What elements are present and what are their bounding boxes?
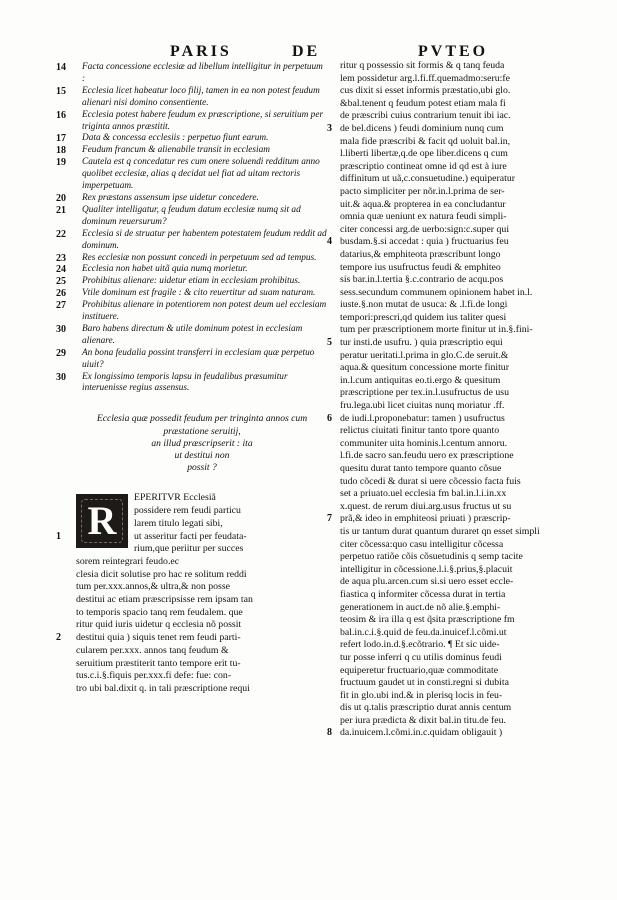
margin-number: 4 bbox=[327, 236, 332, 248]
line-text: teosim & ira illa q est q̃sita præscriptione fm bbox=[340, 614, 515, 626]
summary-item bbox=[56, 300, 328, 324]
text-line bbox=[340, 211, 580, 224]
summary-text: Prohibitus alienare: uidetur etiam in ecclesiam prohibitus. bbox=[82, 276, 301, 287]
summary-item bbox=[56, 229, 328, 253]
line-text: l.fi.de sacro san.feudu uero ex præscriptione bbox=[340, 450, 514, 462]
line-text: possidere rem feudi particu bbox=[134, 505, 241, 517]
summary-item bbox=[56, 348, 328, 372]
line-text: sess.secundum communem opinionem habet in.l. bbox=[340, 286, 533, 298]
line-text: tus.c.i.§.fiquis per.xxx.fi defe: fue: con- bbox=[76, 670, 232, 682]
summary-text: Cautela est q concedatur res cum onere soluendi redditum anno quolibet ecclesiæ, alias q decidat uel fiat ad uitam rectoris imperpetuam. bbox=[82, 157, 320, 192]
summary-item bbox=[56, 86, 328, 110]
line-text: lem possidetur arg.l.fi.ff.quemadmo:seru:fe bbox=[340, 72, 510, 84]
text-line bbox=[340, 501, 580, 514]
line-text: fru.lega.ubi licet ciuitas nunq moriatur .ff. bbox=[340, 400, 505, 412]
margin-number: 8 bbox=[327, 727, 332, 739]
text-line bbox=[340, 148, 580, 161]
summary-item bbox=[56, 324, 328, 348]
text-line bbox=[340, 476, 580, 489]
summary-item bbox=[56, 145, 328, 157]
line-text: de aqua plu.arcen.cum si.si uero esset eccle- bbox=[340, 576, 514, 588]
line-text: per iura prædicta & dixit bal.in titu.de feu. bbox=[340, 714, 506, 726]
summary-number: 18 bbox=[56, 145, 66, 157]
summary-number: 16 bbox=[56, 109, 66, 121]
line-text: de bel.dicens ) feudi dominium nunq cum bbox=[340, 122, 504, 134]
text-line bbox=[327, 236, 580, 249]
text-line bbox=[327, 727, 580, 740]
line-text: tempore ius usufructus feudi & emphiteo bbox=[340, 261, 501, 273]
summary-text: Data & concessa ecclesiis : perpetuo fiunt earum. bbox=[82, 133, 269, 144]
text-line bbox=[340, 576, 580, 589]
summary-item bbox=[56, 110, 328, 134]
summary-item bbox=[56, 276, 328, 288]
text-line bbox=[340, 60, 580, 73]
line-text: perpetuo ratiõe cõis cõsuetudinis q semp tacite bbox=[340, 551, 523, 563]
text-line bbox=[340, 274, 580, 287]
line-text: destitui quia ) siquis tenet rem feudi parti- bbox=[76, 632, 241, 644]
line-text: ut asseritur facti per feudata- bbox=[134, 530, 247, 542]
text-line bbox=[76, 492, 328, 505]
summary-text: Ex longissimo temporis lapsu in feudalibus præsumitur interuenisse regius assensus. bbox=[82, 371, 288, 394]
text-line bbox=[340, 110, 580, 123]
line-text: pacto simpliciter per nõr.in.l.prima de ser- bbox=[340, 185, 505, 197]
text-line bbox=[340, 262, 580, 275]
text-line bbox=[56, 530, 328, 544]
margin-number: 7 bbox=[327, 513, 332, 525]
summary-text: An bona feudalia possint transferri in ecclesiam quæ perpetuo uiuit? bbox=[82, 347, 315, 370]
text-line bbox=[340, 350, 580, 363]
line-text: fiastica q informiter cõcessa durat in tertia bbox=[340, 588, 506, 600]
line-text: in.l.cum antiquitas eo.ti.ergo & quesitum bbox=[340, 374, 501, 386]
line-text: &bal.tenent q feudum potest etiam mala fi bbox=[340, 97, 506, 109]
summary-item bbox=[56, 288, 328, 300]
text-line bbox=[340, 324, 580, 337]
text-line bbox=[340, 249, 580, 262]
text-line bbox=[340, 375, 580, 388]
text-line bbox=[76, 556, 328, 569]
line-text: refert lodo.in.d.§.ecõtrario. ¶ Et sic uide- bbox=[340, 639, 500, 651]
line-text: destitui ac etiam præscripsisse rem ipsam tan bbox=[76, 594, 253, 606]
text-line bbox=[340, 438, 580, 451]
line-text: tudo cõcedi & durat si uere cõcessio facta fuis bbox=[340, 475, 521, 487]
line-text: relictus ciuitati finitur tanto tpore quanto bbox=[340, 425, 500, 437]
summary-number: 25 bbox=[56, 276, 66, 288]
text-line bbox=[340, 362, 580, 375]
summary-number: 29 bbox=[56, 347, 66, 359]
line-text: tis ur tantum durat quantum duraret qn esset simpli bbox=[340, 525, 540, 537]
summary-text: Prohibitus alienare in potentiorem non potest deum uel ecclesiam instituere. bbox=[82, 300, 327, 323]
line-text: tur posse inferri q cu utilis dominus feudi bbox=[340, 651, 502, 663]
line-text: prã,& ideo in emphiteosi priuati ) præscrip- bbox=[340, 513, 511, 525]
running-head-word: PVTEO bbox=[418, 43, 489, 60]
margin-number: 5 bbox=[327, 337, 332, 349]
line-text: fit in glo.ubi ind.& in plerisq locis in feu- bbox=[340, 689, 503, 701]
line-text: citer cõcessa:quo casu intelligitur cõcessa bbox=[340, 538, 504, 550]
text-line bbox=[340, 425, 580, 438]
line-text: ritur q possessio sit formis & q tanq feuda bbox=[340, 60, 505, 71]
line-text: præscriptio contineat omne id qd est à iure bbox=[340, 160, 507, 172]
text-line bbox=[340, 136, 580, 149]
line-text: dis ut q.talis præscriptio durat annis centum bbox=[340, 702, 512, 714]
summary-text: Facta concessione ecclesiæ ad libellum intelligitur in perpetuum : bbox=[82, 62, 323, 84]
summary-text: Rex præstans assensum ipse uidetur concedere. bbox=[82, 192, 259, 203]
text-line bbox=[327, 513, 580, 526]
caption-line: an illud præscripserit : ita bbox=[151, 437, 253, 449]
line-text: iuste.§.non mutat de usuca: & .l.fi.de longi bbox=[340, 299, 508, 311]
summary-number: 30 bbox=[56, 323, 66, 335]
line-text: ritur quid iuris uidetur q ecclesia nõ possit bbox=[76, 619, 242, 631]
line-text: mala fide præscribi & facit qd uoluit bal.in, bbox=[340, 135, 511, 147]
margin-number: 2 bbox=[56, 632, 61, 644]
text-line bbox=[340, 551, 580, 564]
summary-item bbox=[56, 157, 328, 193]
text-line bbox=[340, 73, 580, 86]
summary-number: 24 bbox=[56, 264, 66, 276]
margin-number: 6 bbox=[327, 412, 332, 424]
text-line bbox=[76, 594, 328, 607]
line-text: EPERITVR Ecclesiã bbox=[134, 492, 216, 504]
summary-text: Ecclesia si de struatur per habentem potestatem feudum reddit ad dominum. bbox=[82, 228, 327, 251]
summary-number: 22 bbox=[56, 228, 66, 240]
initial-letter: R bbox=[87, 498, 117, 544]
line-text: equiperetur fructuario,quæ commoditate bbox=[340, 664, 499, 676]
text-line bbox=[340, 539, 580, 552]
summary-number: 17 bbox=[56, 133, 66, 145]
summary-item bbox=[56, 133, 328, 145]
line-text: l.liberti libertæ,q.de ope liber.dicens q cum bbox=[340, 148, 508, 160]
text-line bbox=[340, 450, 580, 463]
text-line bbox=[76, 581, 328, 594]
caption-line: ut destitui non bbox=[174, 449, 230, 461]
summary-text: Vtile dominum est fragile : & cito reuertitur ad suam naturam. bbox=[82, 288, 316, 299]
line-text: omnia quæ ueniunt ex natura feudi simpli- bbox=[340, 211, 507, 223]
line-text: cularem per.xxx. annos tanq feudum & bbox=[76, 644, 229, 656]
text-line bbox=[340, 702, 580, 715]
line-text: generationem in auct.de nõ alie.§.emphi- bbox=[340, 601, 501, 613]
text-line bbox=[340, 652, 580, 665]
text-line bbox=[76, 543, 328, 556]
summary-list bbox=[56, 62, 328, 395]
text-line bbox=[340, 564, 580, 577]
summary-number: 21 bbox=[56, 204, 66, 216]
text-line bbox=[340, 173, 580, 186]
text-line bbox=[340, 488, 580, 501]
summary-text: Res ecclesiæ non possunt concedi in perpetuum sed ad tempus. bbox=[82, 252, 317, 263]
text-line bbox=[340, 312, 580, 325]
text-line bbox=[76, 683, 328, 696]
summary-number: 19 bbox=[56, 157, 66, 169]
line-text: sorem reintegrari feudo.ec bbox=[76, 555, 180, 567]
summary-item bbox=[56, 193, 328, 205]
running-head-word: DE bbox=[292, 43, 321, 60]
line-text: tum per.xxx.annos,& ultra,& non posse bbox=[76, 581, 231, 593]
section-caption bbox=[56, 413, 328, 474]
summary-item bbox=[56, 62, 328, 86]
text-line bbox=[340, 387, 580, 400]
text-line bbox=[340, 589, 580, 602]
text-line bbox=[56, 632, 328, 645]
text-line bbox=[76, 619, 328, 632]
summary-number: 20 bbox=[56, 192, 66, 204]
text-line bbox=[76, 607, 328, 620]
margin-number: 3 bbox=[327, 122, 332, 134]
summary-item bbox=[56, 264, 328, 276]
text-line bbox=[340, 400, 580, 413]
line-text: x.quest. de rerum diui.arg.usus fructus ut su bbox=[340, 500, 512, 512]
line-text: busdam.§.si accedat : quia ) fructuarius feu bbox=[340, 236, 509, 248]
summary-text: Feudum francum & alienabile transit in ecclesiam bbox=[82, 145, 270, 156]
caption-line: Ecclesia quæ possedit feudum per tringinta annos cum præstatione seruitij, bbox=[96, 413, 308, 437]
text-line bbox=[76, 505, 328, 518]
text-line bbox=[340, 715, 580, 728]
line-text: bal.in.c.i.§.quid de feu.da.inuicef.l.cõmi.ut bbox=[340, 626, 507, 638]
summary-number: 26 bbox=[56, 288, 66, 300]
text-line bbox=[340, 526, 580, 539]
summary-text: Ecclesia potest habere feudum ex præscriptione, si seruitium per triginta annos præstitit. bbox=[82, 109, 324, 132]
text-line bbox=[76, 645, 328, 658]
text-line bbox=[340, 299, 580, 312]
summary-text: Baro habens directum & utile dominum potest in ecclesiam alienare. bbox=[82, 323, 303, 346]
line-text: fructuum gaudet ut in consti.regni si dubita bbox=[340, 677, 509, 689]
line-text: tur insti.de usufru. ) quia præscriptio equi bbox=[340, 337, 503, 349]
text-line bbox=[340, 602, 580, 615]
text-line bbox=[76, 518, 328, 531]
summary-item bbox=[56, 205, 328, 229]
text-line bbox=[76, 670, 328, 683]
line-text: intelligitur in cõcessione.l.i.§.prius,§.placuit bbox=[340, 563, 513, 575]
left-column bbox=[56, 62, 328, 696]
line-text: communiter uita hominis.l.centum annoru. bbox=[340, 437, 508, 449]
running-head-word: PARIS bbox=[170, 43, 232, 60]
line-text: tempori:prescri,qd quidem ius taliter quesi bbox=[340, 311, 507, 323]
line-text: cus dixit si esset informis præstatio,ubi glo. bbox=[340, 85, 511, 97]
text-line bbox=[76, 569, 328, 582]
text-line bbox=[327, 122, 580, 136]
line-text: diffinitum ut uã,c.consuetudine.) equiperatur bbox=[340, 173, 516, 185]
caption-line: possit ? bbox=[187, 462, 217, 474]
text-line bbox=[340, 627, 580, 640]
line-text: aqua.& quesitum concessione morte finitur bbox=[340, 362, 509, 374]
line-text: datarius,& emphiteota præscribunt longo bbox=[340, 248, 501, 260]
line-text: de præscribi cuius contrarium tenuit ibi iac. bbox=[340, 110, 511, 122]
summary-item bbox=[56, 253, 328, 265]
text-line bbox=[340, 690, 580, 703]
right-column bbox=[327, 60, 580, 740]
text-line bbox=[340, 463, 580, 476]
summary-number: 27 bbox=[56, 300, 66, 312]
line-text: rium,que periitur per succes bbox=[134, 543, 244, 555]
margin-number: 1 bbox=[56, 530, 61, 542]
line-text: præscriptione per tex.in.l.usufructus de usu bbox=[340, 387, 509, 399]
text-line bbox=[340, 677, 580, 690]
text-line bbox=[340, 287, 580, 300]
line-text: peratur ueritati.l.prima in glo.C.de seruit.& bbox=[340, 349, 509, 361]
summary-text: Ecclesia non habet uitã quia numq morietur. bbox=[82, 264, 248, 275]
summary-number: 23 bbox=[56, 252, 66, 264]
line-text: larem titulo legati sibi, bbox=[134, 517, 223, 529]
text-line bbox=[76, 658, 328, 671]
line-text: sis bar.in.l.tertia §.c.contrario de acqu.pos bbox=[340, 274, 504, 286]
line-text: citer concessi arg.de uerbo:sign:c.super qui bbox=[340, 223, 510, 235]
line-text: quesitu durat tanto tempore quanto cõsue bbox=[340, 463, 502, 474]
line-text: set a priuato.uel ecclesia fm bal.in.l.i.in.xx bbox=[340, 488, 507, 500]
text-line bbox=[340, 639, 580, 652]
line-text: tro ubi bal.dixit q. in tali præscriptione requi bbox=[76, 682, 250, 694]
opening-paragraph bbox=[56, 492, 328, 695]
line-text: uit.& aqua.& propterea in ea concludantur bbox=[340, 198, 506, 210]
summary-text: Qualiter intelligatur, q feudum datum ecclesiæ numq sit ad dominum reuersurum? bbox=[82, 204, 301, 227]
text-line bbox=[340, 98, 580, 111]
line-text: seruitium præstiterit tanto tempore erit tu- bbox=[76, 657, 241, 669]
text-line bbox=[340, 199, 580, 212]
text-line bbox=[327, 412, 580, 426]
summary-item bbox=[56, 372, 328, 396]
summary-text: Ecclesia licet habeatur loco filij, tamen in ea non potest feudum alienari nisi domino consentiente. bbox=[82, 85, 320, 108]
line-text: clesia dicit solutise pro hac re solitum reddi bbox=[76, 568, 247, 580]
text-line bbox=[340, 85, 580, 98]
line-text: da.inuicem.l.cõmi.in.c.quidam obligauit ) bbox=[340, 727, 503, 739]
summary-number: 15 bbox=[56, 85, 66, 97]
summary-number: 30 bbox=[56, 371, 66, 383]
line-text: de iudi.l.proponebatur: tamen ) usufructus bbox=[340, 412, 505, 424]
line-text: tum per præscriptionem morte finitur ut in.§.fini- bbox=[340, 324, 533, 336]
text-line bbox=[340, 665, 580, 678]
text-line bbox=[340, 161, 580, 174]
text-line bbox=[327, 337, 580, 350]
text-line bbox=[340, 224, 580, 237]
summary-number: 14 bbox=[56, 62, 66, 73]
line-text: to temporis spacio tanq rem feudalem. que bbox=[76, 606, 243, 618]
text-line bbox=[340, 186, 580, 199]
text-line bbox=[340, 614, 580, 627]
